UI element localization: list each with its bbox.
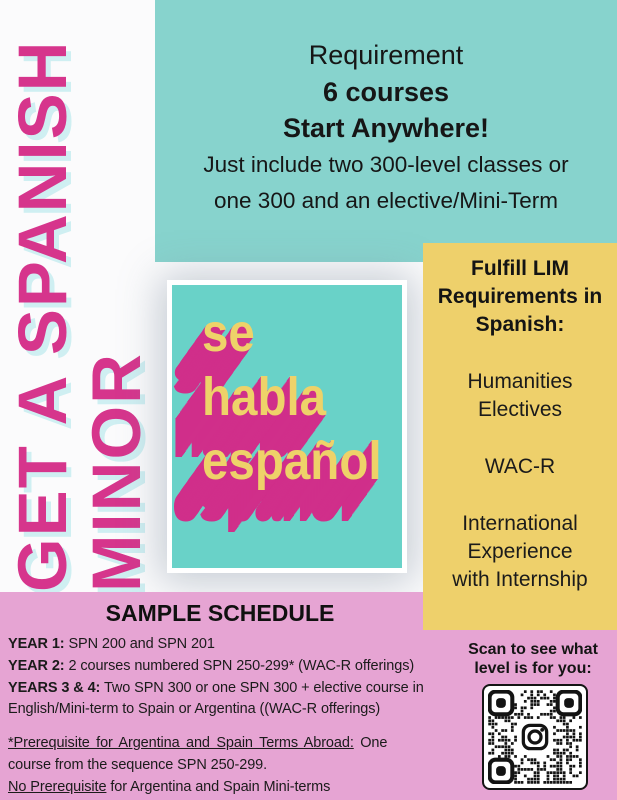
schedule-text-segment: 2 courses numbered SPN 250-299* (WAC-R offerings) bbox=[64, 657, 415, 674]
schedule-text-segment: YEARS 3 & 4: bbox=[8, 679, 101, 696]
schedule-text-segment: English/Mini-term to Spain or Argentina ((WAC-R offerings) bbox=[8, 701, 381, 718]
lim-item-line: Experience bbox=[467, 540, 573, 563]
lim-item-line: Humanities bbox=[467, 370, 573, 393]
schedule-line bbox=[8, 678, 440, 700]
schedule-line bbox=[8, 634, 440, 656]
qr-code-graphic bbox=[488, 690, 582, 784]
lim-item-line: International bbox=[462, 512, 578, 535]
schedule-text-segment: One bbox=[353, 735, 388, 752]
poster-word: español bbox=[202, 431, 382, 491]
schedule-text-segment: course from the sequence SPN 250-299. bbox=[8, 756, 268, 773]
lim-heading bbox=[423, 255, 617, 339]
flyer-title-vertical bbox=[6, 30, 154, 592]
poster-word: habla bbox=[202, 367, 327, 427]
qr-caption-line1: Scan to see what bbox=[468, 641, 598, 658]
schedule-text-segment: *Prerequisite for Argentina and Spain Terms Abroad: bbox=[8, 735, 354, 752]
lim-items bbox=[423, 368, 617, 594]
poster-words bbox=[202, 301, 382, 493]
flyer-title-line2: MINOR bbox=[78, 352, 155, 592]
requirement-line: Start Anywhere! bbox=[282, 113, 490, 143]
se-habla-espanol-poster-frame bbox=[167, 280, 407, 573]
lim-item-line: WAC-R bbox=[484, 455, 556, 478]
sample-schedule bbox=[8, 600, 440, 799]
schedule-line bbox=[8, 777, 440, 799]
lim-item bbox=[423, 453, 617, 481]
requirement-line: Requirement bbox=[308, 40, 464, 70]
requirement-line: one 300 and an elective/Mini-Term bbox=[214, 188, 558, 213]
requirement-line: Just include two 300-level classes or bbox=[203, 151, 569, 177]
requirement-line: 6 courses bbox=[322, 76, 450, 107]
lim-heading-line: Fulfill LIM bbox=[471, 257, 569, 280]
qr-caption bbox=[445, 640, 617, 678]
schedule-line bbox=[8, 733, 440, 755]
flyer-title-line1: GET A SPANISH bbox=[4, 39, 81, 592]
schedule-text-segment: No Prerequisite bbox=[8, 778, 107, 795]
schedule-line bbox=[8, 755, 440, 777]
lim-item-line: with Internship bbox=[452, 568, 588, 591]
schedule-lines bbox=[8, 634, 440, 799]
se-habla-espanol-poster bbox=[172, 285, 402, 568]
poster-word: se bbox=[202, 303, 255, 363]
schedule-text-segment: YEAR 1: bbox=[8, 636, 65, 652]
schedule-line bbox=[8, 699, 440, 721]
lim-item bbox=[423, 368, 617, 424]
requirement-text bbox=[203, 37, 568, 220]
qr-code bbox=[482, 684, 588, 790]
requirement-box bbox=[155, 0, 617, 262]
lim-heading-line: Requirements in bbox=[437, 285, 603, 308]
qr-caption-line2: level is for you: bbox=[474, 660, 592, 677]
lim-item-line: Electives bbox=[477, 398, 563, 421]
schedule-line bbox=[8, 656, 440, 678]
lim-requirements-box bbox=[423, 243, 617, 630]
sample-schedule-heading: SAMPLE SCHEDULE bbox=[105, 600, 335, 626]
lim-item bbox=[423, 510, 617, 594]
schedule-text-segment: SPN 200 and SPN 201 bbox=[64, 636, 215, 652]
schedule-text-segment: Two SPN 300 or one SPN 300 + elective course in bbox=[100, 679, 424, 696]
schedule-text-segment: for Argentina and Spain Mini-terms bbox=[106, 778, 331, 795]
schedule-text-segment: YEAR 2: bbox=[8, 657, 65, 674]
lim-heading-line: Spanish: bbox=[475, 313, 565, 336]
